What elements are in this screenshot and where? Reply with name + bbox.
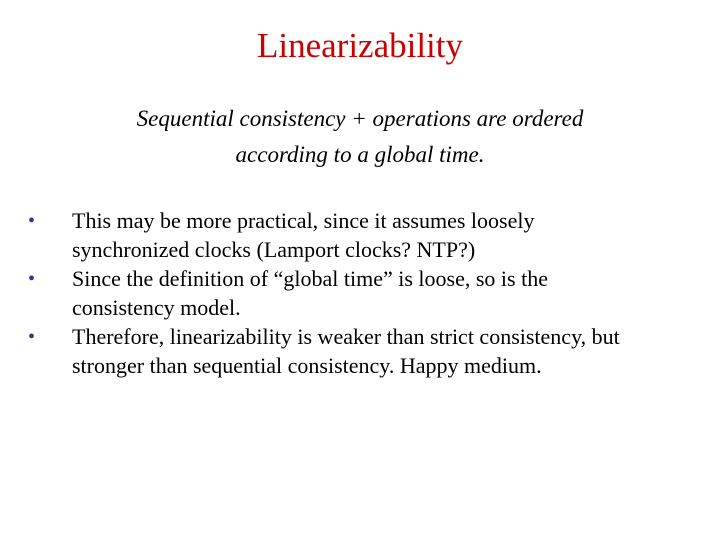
bullet-dot-icon: • <box>28 326 36 348</box>
definition-line: according to a global time. <box>235 142 485 167</box>
slide-title: Linearizability <box>256 26 464 65</box>
bullet-line: consistency model. <box>72 294 241 320</box>
definition-line: Sequential consistency + operations are ordered <box>136 106 584 131</box>
bullet-item-clocks <box>28 207 698 264</box>
bullet-list <box>28 207 698 381</box>
bullet-line: Since the definition of “global time” is loose, so is the <box>72 266 548 291</box>
bullet-line: synchronized clocks (Lamport clocks? NTP?) <box>72 236 476 262</box>
bullet-line: Therefore, linearizability is weaker than strict consistency, but <box>72 324 620 349</box>
bullet-item-global-time <box>28 265 698 322</box>
bullet-dot-icon: • <box>28 210 36 232</box>
bullet-line: This may be more practical, since it assumes loosely <box>72 208 535 233</box>
definition-text <box>60 101 660 173</box>
bullet-dot-icon: • <box>28 268 36 290</box>
bullet-line: stronger than sequential consistency. Happy medium. <box>72 352 542 378</box>
bullet-item-comparison <box>28 323 698 380</box>
